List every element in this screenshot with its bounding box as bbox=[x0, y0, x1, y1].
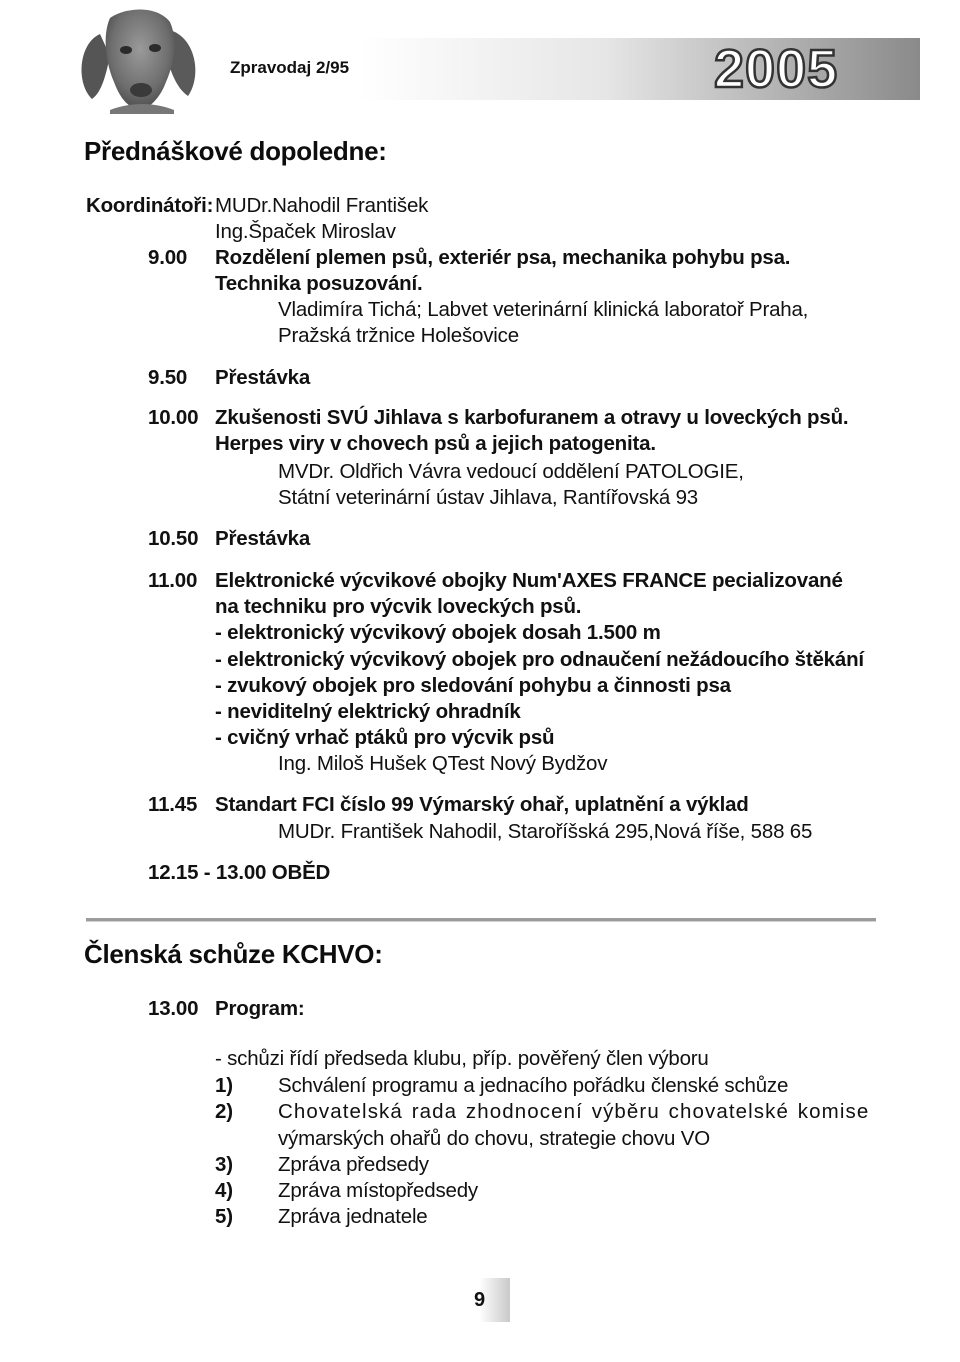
lecture-title: Elektronické výcvikové obojky Num'AXES FRANCE pecializované bbox=[215, 569, 843, 592]
lunch-label: 12.15 - 13.00 OBĚD bbox=[148, 861, 331, 884]
lecture-speaker: Pražská tržnice Holešovice bbox=[278, 324, 519, 347]
lecture-speaker: MVDr. Oldřich Vávra vedoucí oddělení PATOLOGIE, bbox=[278, 460, 744, 483]
time-label: 11.00 bbox=[148, 569, 198, 592]
meeting-chair: - schůzi řídí předseda klubu, příp. pověřený člen výboru bbox=[215, 1047, 709, 1070]
lecture-title: Standart FCI číslo 99 Výmarský ohař, uplatnění a výklad bbox=[215, 793, 749, 816]
coordinators-label: Koordinátoři: bbox=[86, 194, 214, 217]
lecture-speaker: Státní veterinární ústav Jihlava, Rantířovská 93 bbox=[278, 486, 698, 509]
point-text: Zpráva jednatele bbox=[278, 1205, 428, 1228]
lecture-speaker: MUDr. František Nahodil, Staroříšská 295,Nová říše, 588 65 bbox=[278, 820, 813, 843]
product-item: - elektronický výcvikový obojek pro odnaučení nežádoucího štěkání bbox=[215, 648, 864, 671]
program-label: Program: bbox=[215, 997, 305, 1020]
point-number: 1) bbox=[215, 1074, 233, 1097]
time-label: 11.45 bbox=[148, 793, 198, 816]
point-number: 4) bbox=[215, 1179, 233, 1202]
meeting-heading: Členská schůze KCHVO: bbox=[84, 939, 383, 969]
coordinator-name: Ing.Špaček Miroslav bbox=[215, 220, 396, 243]
section-divider bbox=[86, 918, 876, 921]
point-number: 2) bbox=[215, 1100, 233, 1123]
lecture-title: Herpes viry v chovech psů a jejich patogenita. bbox=[215, 432, 656, 455]
point-text: Zpráva předsedy bbox=[278, 1153, 429, 1176]
page-number: 9 bbox=[474, 1289, 486, 1311]
year-title: 2005 bbox=[714, 39, 839, 99]
point-text: Zpráva místopředsedy bbox=[278, 1179, 478, 1202]
time-label: 10.00 bbox=[148, 406, 199, 429]
lecture-speaker: Ing. Miloš Hušek QTest Nový Bydžov bbox=[278, 752, 608, 775]
point-number: 3) bbox=[215, 1153, 233, 1176]
product-item: - zvukový obojek pro sledování pohybu a činnosti psa bbox=[215, 674, 731, 697]
time-label: 9.00 bbox=[148, 246, 188, 269]
point-text: výmarských ohařů do chovu, strategie chovu VO bbox=[278, 1127, 710, 1150]
newsletter-issue: Zpravodaj 2/95 bbox=[230, 58, 350, 77]
coordinator-name: MUDr.Nahodil František bbox=[215, 194, 429, 217]
product-item: - neviditelný elektrický ohradník bbox=[215, 700, 521, 723]
product-item: - cvičný vrhač ptáků pro výcvik psů bbox=[215, 726, 555, 749]
lecture-speaker: Vladimíra Tichá; Labvet veterinární klinická laboratoř Praha, bbox=[278, 298, 809, 321]
time-label: 9.50 bbox=[148, 366, 188, 389]
weimaraner-dog-photo bbox=[70, 4, 210, 114]
morning-heading: Přednáškové dopoledne: bbox=[84, 136, 387, 166]
lecture-title: Rozdělení plemen psů, exteriér psa, mechanika pohybu psa. bbox=[215, 246, 791, 269]
time-label: 13.00 bbox=[148, 997, 199, 1020]
point-text: Chovatelská rada zhodnocení výběru chovatelské komise bbox=[278, 1100, 870, 1123]
point-number: 5) bbox=[215, 1205, 233, 1228]
lecture-title: Technika posuzování. bbox=[215, 272, 423, 295]
lecture-title: na techniku pro výcvik loveckých psů. bbox=[215, 595, 582, 618]
break-label: Přestávka bbox=[215, 527, 311, 550]
page-number-box bbox=[466, 1278, 510, 1322]
time-label: 10.50 bbox=[148, 527, 199, 550]
product-item: - elektronický výcvikový obojek dosah 1.500 m bbox=[215, 621, 661, 644]
break-label: Přestávka bbox=[215, 366, 311, 389]
point-text: Schválení programu a jednacího pořádku členské schůze bbox=[278, 1074, 789, 1097]
lecture-title: Zkušenosti SVÚ Jihlava s karbofuranem a otravy u loveckých psů. bbox=[215, 406, 849, 429]
